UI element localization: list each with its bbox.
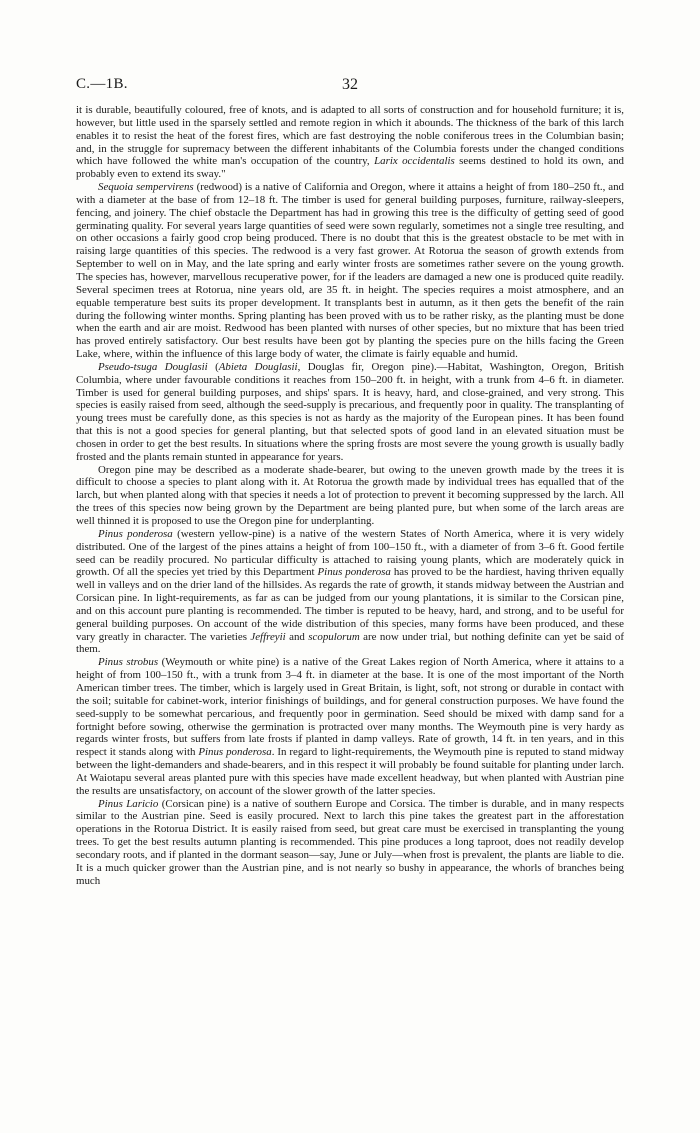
page-number: 32 xyxy=(342,76,358,93)
text-run: ( xyxy=(207,360,219,373)
species-name: Abietа Douglasii xyxy=(218,360,298,373)
species-name: Larix occidentalis xyxy=(374,155,455,168)
text-run: are now under trial, but nothing definite can yet be said of them. xyxy=(76,630,624,656)
text-run: seems destined to hold its own, and probably even to extend its sway." xyxy=(76,155,624,181)
paragraph-oregon-pine xyxy=(76,464,624,528)
paragraph-pinus-laricio xyxy=(76,798,624,888)
species-name: Pinus ponderosa xyxy=(317,566,391,579)
species-name: Sequoia sempervirens xyxy=(98,181,194,194)
species-name: Pinus ponderosa xyxy=(98,527,173,540)
species-name: Pinus strobus xyxy=(98,656,159,669)
text-run: Oregon pine may be described as a moderate shade-bearer, but owing to the uneven growth made by the trees it is difficult to choose a species to plant along with it. At Rotorua the growth made by individual trees has equalled that of the larch, but when planted along with that species it needs a lot of protection to prevent it becoming suppressed by the larch. All the trees of this species now being grown by the Department are being planted pure, but when some of the larch areas are well thinned it is proposed to use the Oregon pine for underplanting. xyxy=(76,463,624,527)
document-reference: C.—1B. xyxy=(76,76,128,92)
text-run: has proved to be the hardiest, having thriven equally well in valleys and on the drier land of the hillsides. As regards the rate of growth, it stands midway between the Austrian and Corsican pine. In light-requirements, as far as can be judged from our young plantations, it is similar to the Corsican pine, and on this account pure planting is recommended. The timber is reputed to be heavy, hard, and strong, and to be useful for general building purposes. On account of the wide distribution of this species, many forms have been produced, and these vary greatly in character. The varieties xyxy=(76,566,625,643)
text-run: (western yellow-pine) is a native of the western States of North America, where it is very widely distributed. One of the largest of the pines attains a height of from 100–150 ft., with a diameter of from 3–6 ft. Good fertile seed can be readily procured. No particular difficulty is attached to raising young plants, which are moderately quick in growth. Of all the species yet tried by this Department xyxy=(76,527,624,579)
paragraph-douglas-fir xyxy=(76,361,624,464)
paragraph-pinus-strobus xyxy=(76,656,624,797)
paragraph-pinus-ponderosa xyxy=(76,528,624,656)
page-header xyxy=(76,76,624,96)
text-run: and xyxy=(285,630,309,643)
species-name: Pseudo-tsuga Douglasii xyxy=(98,360,208,373)
text-run: (redwood) is a native of California and Oregon, where it attains a height of from 180–250 ft., and with a diameter at the base of from 12–18 ft. The timber is used for general building purposes, furniture, railway-sleepers, fencing, and joinery. The chief obstacle the Department has had in growing this tree is the difficulty of getting seed of good germinating quality. For several years large quantities of seed were sown regularly, sometimes not a single tree resulting, and on other occasions a fairly good crop being produced. There is no doubt that this is the greatest obstacle to be met with in raising large quantities of this species. The redwood is a very fast grower. At Rotorua the season of growth extends from September to well on in May, and the late spring and early winter frosts are sometimes rather severe on the young growth. The species has, however, marvellous recuperative power, for if the leaders are damaged a new one is produced quite readily. Several specimen trees at Rotorua, nine years old, are 35 ft. in height. The species requires a moist atmosphere, and an equable temperature best suits its proper development. It transplants best in autumn, as it then gets the benefit of the rain during the following winter months. Spring planting has been proved with us to be rather risky, as the planting must be done when the earth and air are moist. Redwood has been planted with nurses of other species, but no mixture that has been tried has proved entirely satisfactory. Our best results have been got by planting the species pure on the hills facing the Green Lake, where, within the influence of this large body of water, the climate is fairly equable and humid. xyxy=(76,181,624,361)
document-body xyxy=(76,104,624,887)
paragraph-larch-continued xyxy=(76,104,624,181)
species-name: scopulorum xyxy=(308,630,360,643)
text-run: (Corsican pine) is a native of southern Europe and Corsica. The timber is durable, and in many respects similar to the Austrian pine. Seed is easily procured. Next to larch this pine takes the greatest part in the afforestation operations in the Rotorua District. It is easily raised from seed, but great care must be exercised in transplanting the young trees. To get the best results autumn planting is recommended. This pine produces a long taproot, does not readily develop secondary roots, and if planted in the dormant season—say, June or July—when frost is prevalent, the plants are liable to die. It is a much quicker grower than the Austrian pine, and is not nearly so bushy in appearance, the whorls of branches being much xyxy=(76,797,624,887)
text-run: , Douglas fir, Oregon pine).—Habitat, Washington, Oregon, British Columbia, where under favourable conditions it reaches from 150–200 ft. in height, with a trunk from 4–6 ft. in diameter. Timber is used for general building purposes, and ships' spars. It is heavy, hard, and close-grained, and very strong. This species is easily raised from seed, although the seed-supply is precarious, and frequently poor in quality. The transplanting of young trees must be carefully done, as this species is not as hardy as the majority of the European pines. It has been found that this is not a good species for general planting, but that selected spots of good land in an elevated situation must be chosen in order to get the best results. In situations where the spring frosts are most severe the young growth is usually badly frosted and the plants remain stunted in appearance for years. xyxy=(76,360,624,463)
text-run: it is durable, beautifully coloured, free of knots, and is adapted to all sorts of construction and for household furniture; it is, however, but little used in the sparsely settled and remote region in which it abounds. The thickness of the bark of this larch enables it to resist the heat of the forest fires, which are fast destroying the noble coniferous trees in the Columbian basin; and, in the struggle for supremacy between the different inhabitants of the Columbia forests under the changed conditions which have followed the white man's occupation of the country, xyxy=(76,104,624,168)
species-name: Pinus Laricio xyxy=(98,797,159,810)
paragraph-sequoia xyxy=(76,181,624,361)
species-name: Pinus ponderosa xyxy=(198,746,272,759)
text-run: (Weymouth or white pine) is a native of the Great Lakes region of North America, where it attains to a height of from 100–150 ft., with a trunk from 3–4 ft. in diameter at the base. It is one of the most important of the North American timber trees. The timber, which is largely used in Great Britain, is light, soft, not strong or durable in contact with the soil; suitable for cabinet-work, interior finishings of buildings, and for general construction purposes. We have found the seed-supply to be somewhat percarious, and frequently poor in germination. Seed should be mixed with damp sand for a fortnight before sowing, otherwise the germination is protracted over many months. The Weymouth pine is very hardy as regards winter frosts, but suffers from late frosts if planted in damp valleys. Rate of growth, 14 ft. in ten years, and in this respect it stands along with xyxy=(76,656,624,759)
species-name: Jeffreyii xyxy=(250,630,286,643)
text-run: . In regard to light-requirements, the Weymouth pine is reputed to stand midway between the light-demanders and shade-bearers, and in this respect it will probably be found suitable for planting under larch. At Waiotapu several areas planted pure with this species have made excellent headway, but when planted with Austrian pine the results are unsatisfactory, on account of the slower growth of the latter species. xyxy=(76,746,624,797)
